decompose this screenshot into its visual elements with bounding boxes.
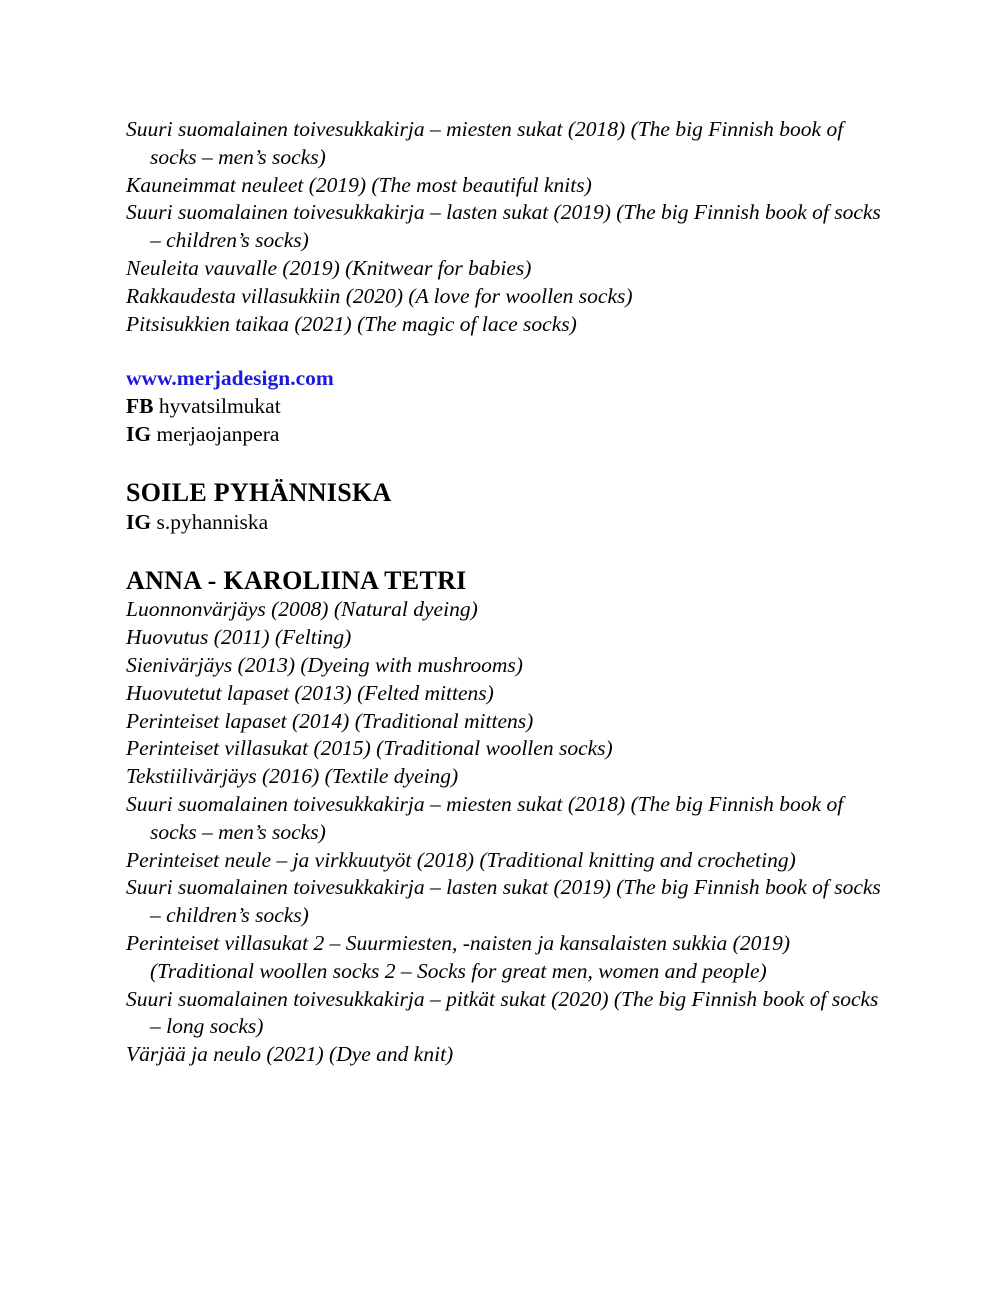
book-item: Perinteiset villasukat (2015) (Traditional woollen socks) <box>126 736 613 761</box>
book-item: Huovutetut lapaset (2013) (Felted mittens) <box>126 680 494 705</box>
ig-value: s.pyhanniska <box>156 510 269 535</box>
ig-label: IG <box>126 510 152 535</box>
book-item: Luonnonvärjäys (2008) (Natural dyeing) <box>126 597 478 622</box>
book-item: Pitsisukkien taikaa (2021) (The magic of lace socks) <box>126 311 577 336</box>
book-item: Sienivärjäys (2013) (Dyeing with mushrooms) <box>126 652 523 677</box>
book-item: Perinteiset lapaset (2014) (Traditional mittens) <box>126 708 534 733</box>
ig-label: IG <box>126 422 152 447</box>
fb-label: FB <box>126 394 154 419</box>
book-item: Suuri suomalainen toivesukkakirja – pitkät sukat (2020) (The big Finnish book of socks – long socks) <box>126 986 879 1039</box>
book-item: Huovutus (2011) (Felting) <box>126 625 352 650</box>
facebook-handle <box>126 392 886 420</box>
fb-value: hyvatsilmukat <box>158 394 281 419</box>
spacer <box>126 338 886 364</box>
book-item: Suuri suomalainen toivesukkakirja – miesten sukat (2018) (The big Finnish book of socks – men’s socks) <box>126 117 844 169</box>
document-page <box>126 116 886 1069</box>
instagram-handle <box>126 508 886 536</box>
book-item: Suuri suomalainen toivesukkakirja – miesten sukat (2018) (The big Finnish book of socks – men’s socks) <box>126 791 844 844</box>
author-heading-anna-karoliina: ANNA - KAROLIINA TETRI <box>126 566 467 596</box>
spacer <box>126 536 886 566</box>
ig-value: merjaojanpera <box>156 422 280 447</box>
book-list-merja <box>126 116 886 338</box>
book-item: Perinteiset villasukat 2 – Suurmiesten, -naisten ja kansalaisten sukkia (2019) (Traditional woollen socks 2 – Socks for great men, women and people) <box>126 930 791 983</box>
instagram-handle <box>126 420 886 448</box>
author-heading-soile: SOILE PYHÄNNISKA <box>126 478 392 508</box>
book-item: Rakkaudesta villasukkiin (2020) (A love for woollen socks) <box>126 283 633 308</box>
spacer <box>126 448 886 478</box>
book-list-anna-karoliina <box>126 596 886 1069</box>
book-item: Värjää ja neulo (2021) (Dye and knit) <box>126 1042 454 1067</box>
book-item: Tekstiilivärjäys (2016) (Textile dyeing) <box>126 764 459 789</box>
book-item: Perinteiset neule – ja virkkuutyöt (2018) (Traditional knitting and crocheting) <box>126 847 796 872</box>
book-item: Kauneimmat neuleet (2019) (The most beautiful knits) <box>126 172 592 197</box>
book-item: Neuleita vauvalle (2019) (Knitwear for babies) <box>126 255 532 280</box>
book-item: Suuri suomalainen toivesukkakirja – lasten sukat (2019) (The big Finnish book of socks – children’s socks) <box>126 875 881 928</box>
website-link[interactable]: www.merjadesign.com <box>126 366 334 391</box>
book-item: Suuri suomalainen toivesukkakirja – lasten sukat (2019) (The big Finnish book of socks – children’s socks) <box>126 200 881 253</box>
